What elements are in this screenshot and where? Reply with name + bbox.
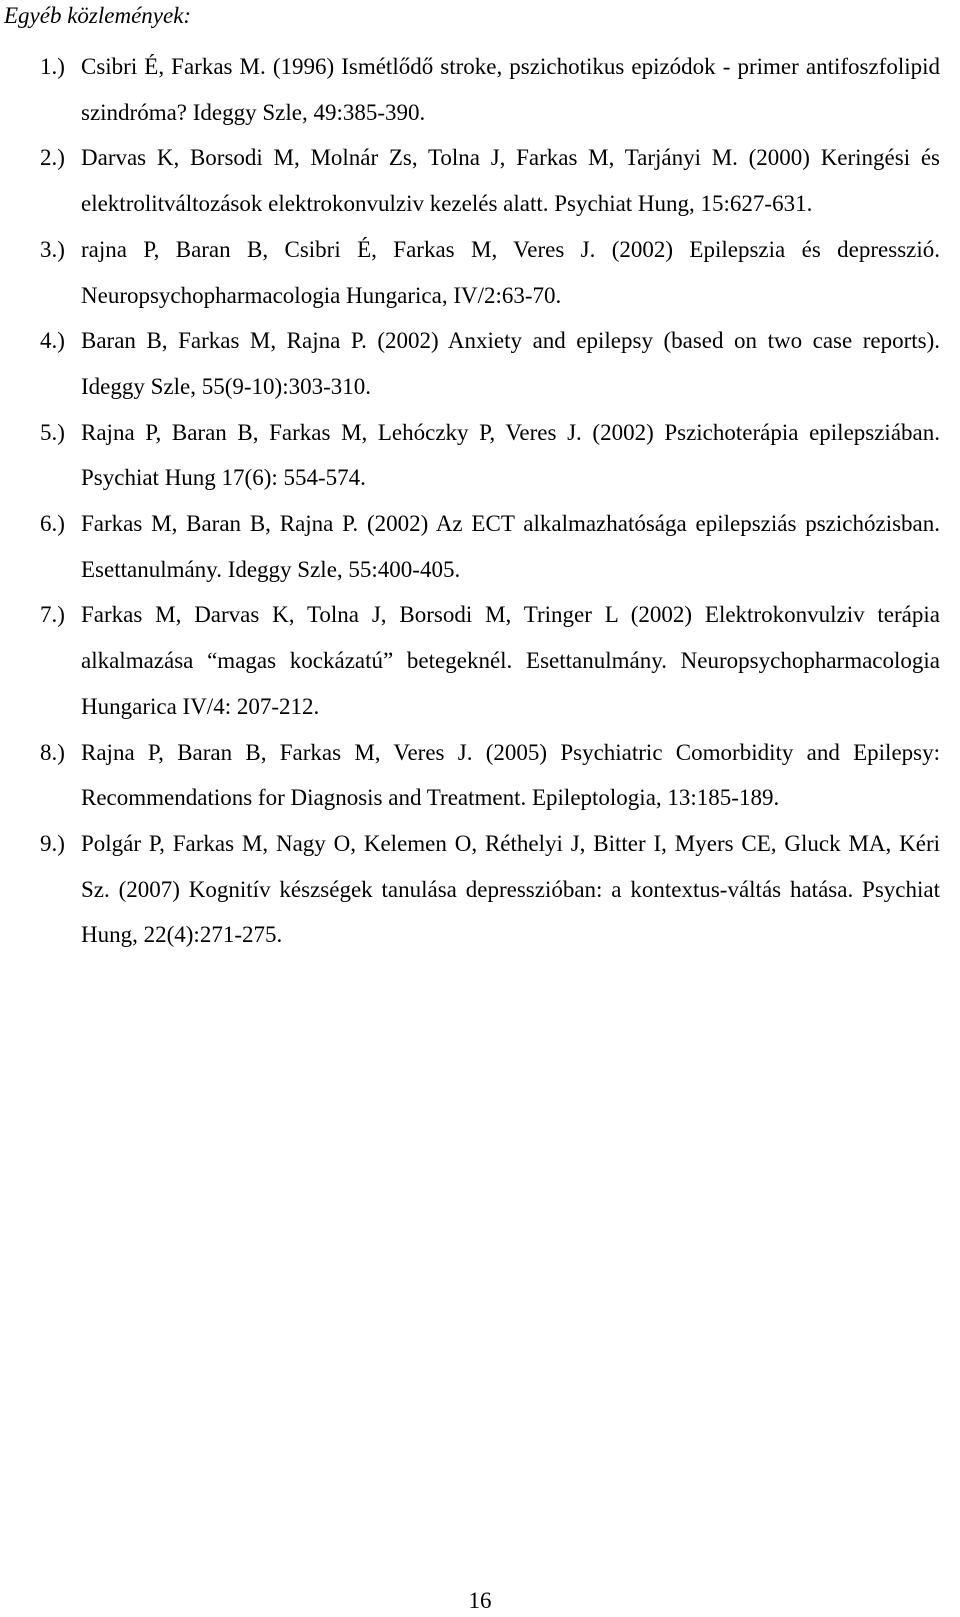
reference-text: Csibri É, Farkas M. (1996) Ismétlődő stroke, pszichotikus epizódok - primer antifoszfolipid szindróma? Ideggy Szle, 49:385-390. bbox=[81, 54, 940, 125]
reference-number: 5.) bbox=[40, 419, 65, 445]
reference-number: 1.) bbox=[40, 54, 65, 79]
page-number: 16 bbox=[468, 1588, 492, 1613]
reference-item bbox=[40, 227, 940, 318]
reference-number: 8.) bbox=[40, 739, 65, 765]
section-title: Egyéb közlemények: bbox=[4, 3, 192, 28]
reference-text: Farkas M, Darvas K, Tolna J, Borsodi M, Tringer L (2002) Elektrokonvulziv terápia alkalmazása “magas kockázatú” betegeknél. Esettanulmány. Neuropsychopharmacologia Hungarica IV/4: 207-212. bbox=[81, 602, 940, 719]
reference-list bbox=[40, 44, 940, 958]
reference-text: Farkas M, Baran B, Rajna P. (2002) Az ECT alkalmazhatósága epilepsziás pszichózisban. Esettanulmány. Ideggy Szle, 55:400-405. bbox=[81, 511, 940, 582]
reference-item bbox=[40, 730, 940, 821]
reference-item bbox=[40, 135, 940, 226]
reference-number: 3.) bbox=[40, 236, 65, 262]
reference-item bbox=[40, 821, 940, 958]
reference-text: rajna P, Baran B, Csibri É, Farkas M, Veres J. (2002) Epilepszia és depresszió. Neuropsychopharmacologia Hungarica, IV/2:63-70. bbox=[81, 236, 940, 308]
reference-number: 9.) bbox=[40, 830, 65, 856]
reference-number: 2.) bbox=[40, 145, 65, 171]
reference-item bbox=[40, 592, 940, 729]
reference-number: 7.) bbox=[40, 602, 65, 628]
reference-item bbox=[40, 410, 940, 501]
reference-text: Baran B, Farkas M, Rajna P. (2002) Anxiety and epilepsy (based on two case reports). Ideggy Szle, 55(9-10):303-310. bbox=[81, 328, 940, 399]
reference-text: Polgár P, Farkas M, Nagy O, Kelemen O, Réthelyi J, Bitter I, Myers CE, Gluck MA, Kéri Sz. (2007) Kognitív készségek tanulása depresszióban: a kontextus-váltás hatása. Psychiat Hung, 22(4):271-275. bbox=[81, 830, 940, 948]
reference-text: Darvas K, Borsodi M, Molnár Zs, Tolna J, Farkas M, Tarjányi M. (2000) Keringési és elektrolitváltozások elektrokonvulziv kezelés alatt. Psychiat Hung, 15:627-631. bbox=[81, 145, 940, 217]
reference-text: Rajna P, Baran B, Farkas M, Veres J. (2005) Psychiatric Comorbidity and Epilepsy: Recommendations for Diagnosis and Treatment. Epileptologia, 13:185-189. bbox=[81, 739, 940, 811]
reference-number: 4.) bbox=[40, 328, 65, 354]
reference-text: Rajna P, Baran B, Farkas M, Lehóczky P, Veres J. (2002) Pszichoterápia epilepsziában. Psychiat Hung 17(6): 554-574. bbox=[81, 419, 940, 491]
reference-item bbox=[40, 501, 940, 592]
reference-item bbox=[40, 318, 940, 409]
reference-item bbox=[40, 44, 940, 135]
reference-number: 6.) bbox=[40, 511, 65, 537]
